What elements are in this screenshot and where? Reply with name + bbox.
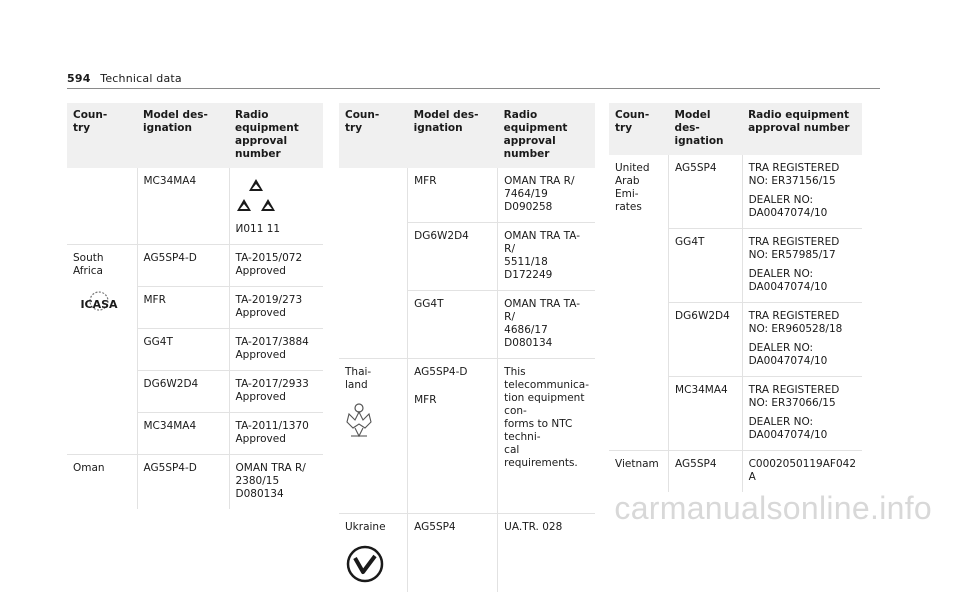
approval-header: Radio equipment approval number: [742, 103, 862, 155]
table-row: [339, 168, 595, 223]
model-cell: MC34MA4: [137, 168, 229, 245]
country-header: Coun- try: [67, 103, 137, 168]
garuda-emblem-icon: [345, 402, 373, 440]
model-cell: DG6W2D4: [669, 303, 743, 377]
watermark: carmanualsonline.info: [614, 490, 932, 527]
certification-code: И011 11: [236, 223, 318, 236]
country-cell: [339, 168, 408, 359]
model-cell: MFR: [137, 287, 229, 329]
registration-number: TRA REGISTERED NO: ER37156/15: [749, 162, 840, 187]
model-cell: AG5SP4: [669, 451, 743, 493]
model-cell: AG5SP4-D: [137, 455, 229, 510]
model-cell: MFR: [408, 168, 498, 223]
approval-cell: TA-2019/273 Approved: [229, 287, 323, 329]
country-name: South Africa: [73, 252, 104, 277]
table-header-row: [67, 103, 323, 168]
approval-cell: [742, 229, 862, 303]
country-cell: [67, 245, 137, 455]
approval-cell: OMAN TRA R/ 7464/19 D090258: [498, 168, 595, 223]
table-row: [67, 245, 323, 287]
model-cell: GG4T: [137, 329, 229, 371]
approval-cell: [742, 303, 862, 377]
model-header: Model des- ignation: [408, 103, 498, 168]
approval-cell: [742, 155, 862, 229]
table-row: [339, 514, 595, 592]
approval-cell: TA-2011/1370 Approved: [229, 413, 323, 455]
approval-cell: This telecommunica- tion equipment con- forms to NTC techni- cal requirements.: [498, 359, 595, 479]
approval-header: Radio equipment approval number: [229, 103, 323, 168]
page-number: 594: [67, 72, 91, 85]
approval-header: Radio equipment approval number: [498, 103, 595, 168]
country-cell: [339, 359, 408, 514]
approval-cell: TA-2015/072 Approved: [229, 245, 323, 287]
country-cell: [339, 514, 408, 592]
approval-table-3: [609, 103, 862, 492]
table-row: [67, 455, 323, 510]
table-row: [609, 451, 862, 493]
country-name: Ukraine: [345, 521, 386, 533]
approval-cell: C0002050119AF042 A: [742, 451, 862, 493]
header-rule: [67, 88, 880, 89]
approval-cell: TA-2017/3884 Approved: [229, 329, 323, 371]
model-header: Model des- ignation: [669, 103, 743, 155]
table-header-row: [339, 103, 595, 168]
table-row: [67, 168, 323, 245]
approval-table-1: [67, 103, 323, 509]
country-name: Thai- land: [345, 366, 371, 391]
table-row: [609, 155, 862, 229]
table-header-row: [609, 103, 862, 155]
model-cell: DG6W2D4: [137, 371, 229, 413]
country-cell: Oman: [67, 455, 137, 510]
registration-number: TRA REGISTERED NO: ER960528/18: [749, 310, 843, 335]
model-cell: [408, 359, 498, 479]
country-cell: United Arab Emi- rates: [609, 155, 669, 451]
model-name: MFR: [414, 394, 491, 407]
model-cell: MC34MA4: [137, 413, 229, 455]
svg-text:ICASA: ICASA: [80, 298, 118, 311]
page-header: [67, 72, 182, 85]
approval-cell: OMAN TRA TA-R/ 5511/18 D172249: [498, 223, 595, 291]
dealer-number: DEALER NO: DA0047074/10: [749, 268, 856, 294]
model-cell: GG4T: [669, 229, 743, 303]
approval-table-2: [339, 103, 595, 592]
dealer-number: DEALER NO: DA0047074/10: [749, 416, 856, 442]
registration-number: TRA REGISTERED NO: ER37066/15: [749, 384, 840, 409]
model-name: AG5SP4-D: [414, 366, 467, 378]
icasa-logo-icon: [73, 288, 125, 318]
country-cell: Vietnam: [609, 451, 669, 493]
model-cell: AG5SP4-D: [137, 245, 229, 287]
approval-cell: UA.TR. 028: [498, 514, 595, 592]
approval-cell: [742, 377, 862, 451]
table-row: [339, 359, 595, 479]
approval-cell: [498, 478, 595, 514]
model-cell: AG5SP4: [669, 155, 743, 229]
country-cell: [67, 168, 137, 245]
model-cell: GG4T: [408, 291, 498, 359]
approval-cell: OMAN TRA TA-R/ 4686/17 D080134: [498, 291, 595, 359]
ukraine-conformity-mark-icon: [345, 544, 385, 584]
section-title: Technical data: [100, 72, 182, 85]
model-header: Model des- ignation: [137, 103, 229, 168]
certification-mark-icon: [236, 177, 276, 217]
approval-cell: OMAN TRA R/ 2380/15 D080134: [229, 455, 323, 510]
approval-cell: TA-2017/2933 Approved: [229, 371, 323, 413]
dealer-number: DEALER NO: DA0047074/10: [749, 194, 856, 220]
icasa-logo: [73, 288, 131, 322]
approval-cell: [229, 168, 323, 245]
model-cell: DG6W2D4: [408, 223, 498, 291]
country-header: Coun- try: [609, 103, 669, 155]
model-cell: [408, 478, 498, 514]
model-cell: MC34MA4: [669, 377, 743, 451]
model-cell: AG5SP4: [408, 514, 498, 592]
dealer-number: DEALER NO: DA0047074/10: [749, 342, 856, 368]
registration-number: TRA REGISTERED NO: ER57985/17: [749, 236, 840, 261]
country-header: Coun- try: [339, 103, 408, 168]
